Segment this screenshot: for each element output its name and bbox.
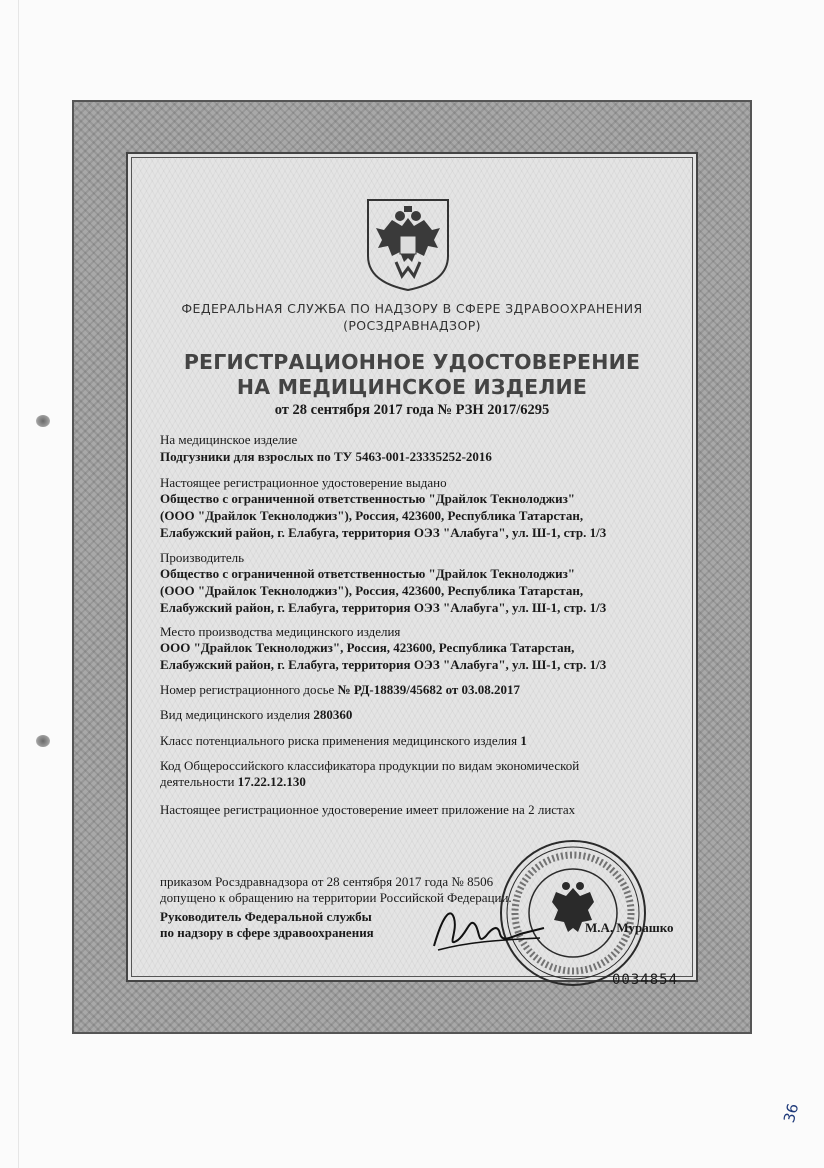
manufacturer-line: (ООО "Драйлок Текнолоджиз"), Россия, 423600, Республика Татарстан, (160, 583, 584, 598)
issued-line: (ООО "Драйлок Текнолоджиз"), Россия, 423600, Республика Татарстан, (160, 508, 584, 523)
risk-class-row (160, 733, 527, 749)
risk-class-value: 1 (520, 733, 527, 748)
manufacturer-line: Елабужский район, г. Елабуга, территория ОЭЗ "Алабуга", ул. Ш-1, стр. 1/3 (160, 600, 607, 615)
device-type-label: Вид медицинского изделия (160, 707, 311, 722)
punch-hole-top (36, 415, 50, 427)
device-label: На медицинское изделие (160, 432, 298, 447)
manufacturer-label: Производитель (160, 550, 245, 565)
form-serial-number: 0034854 (612, 972, 679, 988)
signature-icon (428, 898, 548, 958)
signer-title: по надзору в сфере здравоохранения (160, 925, 374, 940)
okpd-label: Код Общероссийского классификатора продукции по видам экономической (160, 758, 580, 773)
certificate-title-line1: РЕГИСТРАЦИОННОЕ УДОСТОВЕРЕНИЕ (183, 350, 641, 374)
signer-name: М.А. Мурашко (585, 920, 674, 935)
dossier-label: Номер регистрационного досье (160, 682, 335, 697)
dossier-row (160, 682, 520, 698)
production-site-line: ООО "Драйлок Текнолоджиз", Россия, 423600, Республика Татарстан, (160, 640, 575, 655)
dossier-value: № РД-18839/45682 от 03.08.2017 (337, 682, 521, 697)
production-site-line: Елабужский район, г. Елабуга, территория ОЭЗ "Алабуга", ул. Ш-1, стр. 1/3 (160, 657, 607, 672)
okpd-value: 17.22.12.130 (237, 774, 306, 789)
production-site-label: Место производства медицинского изделия (160, 624, 401, 639)
device-type-row (160, 707, 352, 723)
certificate-title-line2: НА МЕДИЦИНСКОЕ ИЗДЕЛИЕ (236, 375, 588, 399)
issued-line: Общество с ограниченной ответственностью "Драйлок Текнолоджиз" (160, 491, 576, 506)
issued-label: Настоящее регистрационное удостоверение выдано (160, 475, 447, 490)
risk-class-label: Класс потенциального риска применения медицинского изделия (160, 733, 518, 748)
page-number: 36 (780, 1101, 803, 1125)
russian-coat-of-arms-icon (362, 196, 454, 292)
certificate-date-number: от 28 сентября 2017 года № РЗН 2017/6295 (274, 402, 550, 418)
appendix-note: Настоящее регистрационное удостоверение имеет приложение на 2 листах (160, 802, 576, 817)
agency-name: ФЕДЕРАЛЬНАЯ СЛУЖБА ПО НАДЗОРУ В СФЕРЕ ЗДРАВООХРАНЕНИЯ (181, 301, 643, 316)
okpd-label-cont: деятельности (160, 774, 235, 789)
manufacturer-line: Общество с ограниченной ответственностью "Драйлок Текнолоджиз" (160, 566, 576, 581)
issued-line: Елабужский район, г. Елабуга, территория ОЭЗ "Алабуга", ул. Ш-1, стр. 1/3 (160, 525, 607, 540)
device-value: Подгузники для взрослых по ТУ 5463-001-23335252-2016 (160, 449, 492, 464)
signer-title: Руководитель Федеральной службы (160, 909, 372, 924)
order-line: приказом Росздравнадзора от 28 сентября 2017 года № 8506 (160, 874, 494, 889)
punch-hole-bottom (36, 735, 50, 747)
agency-abbreviation: (РОСЗДРАВНАДЗОР) (343, 318, 481, 333)
okpd-row (160, 774, 306, 790)
order-line: допущено к обращению на территории Российской Федерации. (160, 890, 512, 905)
page-fold-line (18, 0, 19, 1168)
device-type-value: 280360 (313, 707, 353, 722)
